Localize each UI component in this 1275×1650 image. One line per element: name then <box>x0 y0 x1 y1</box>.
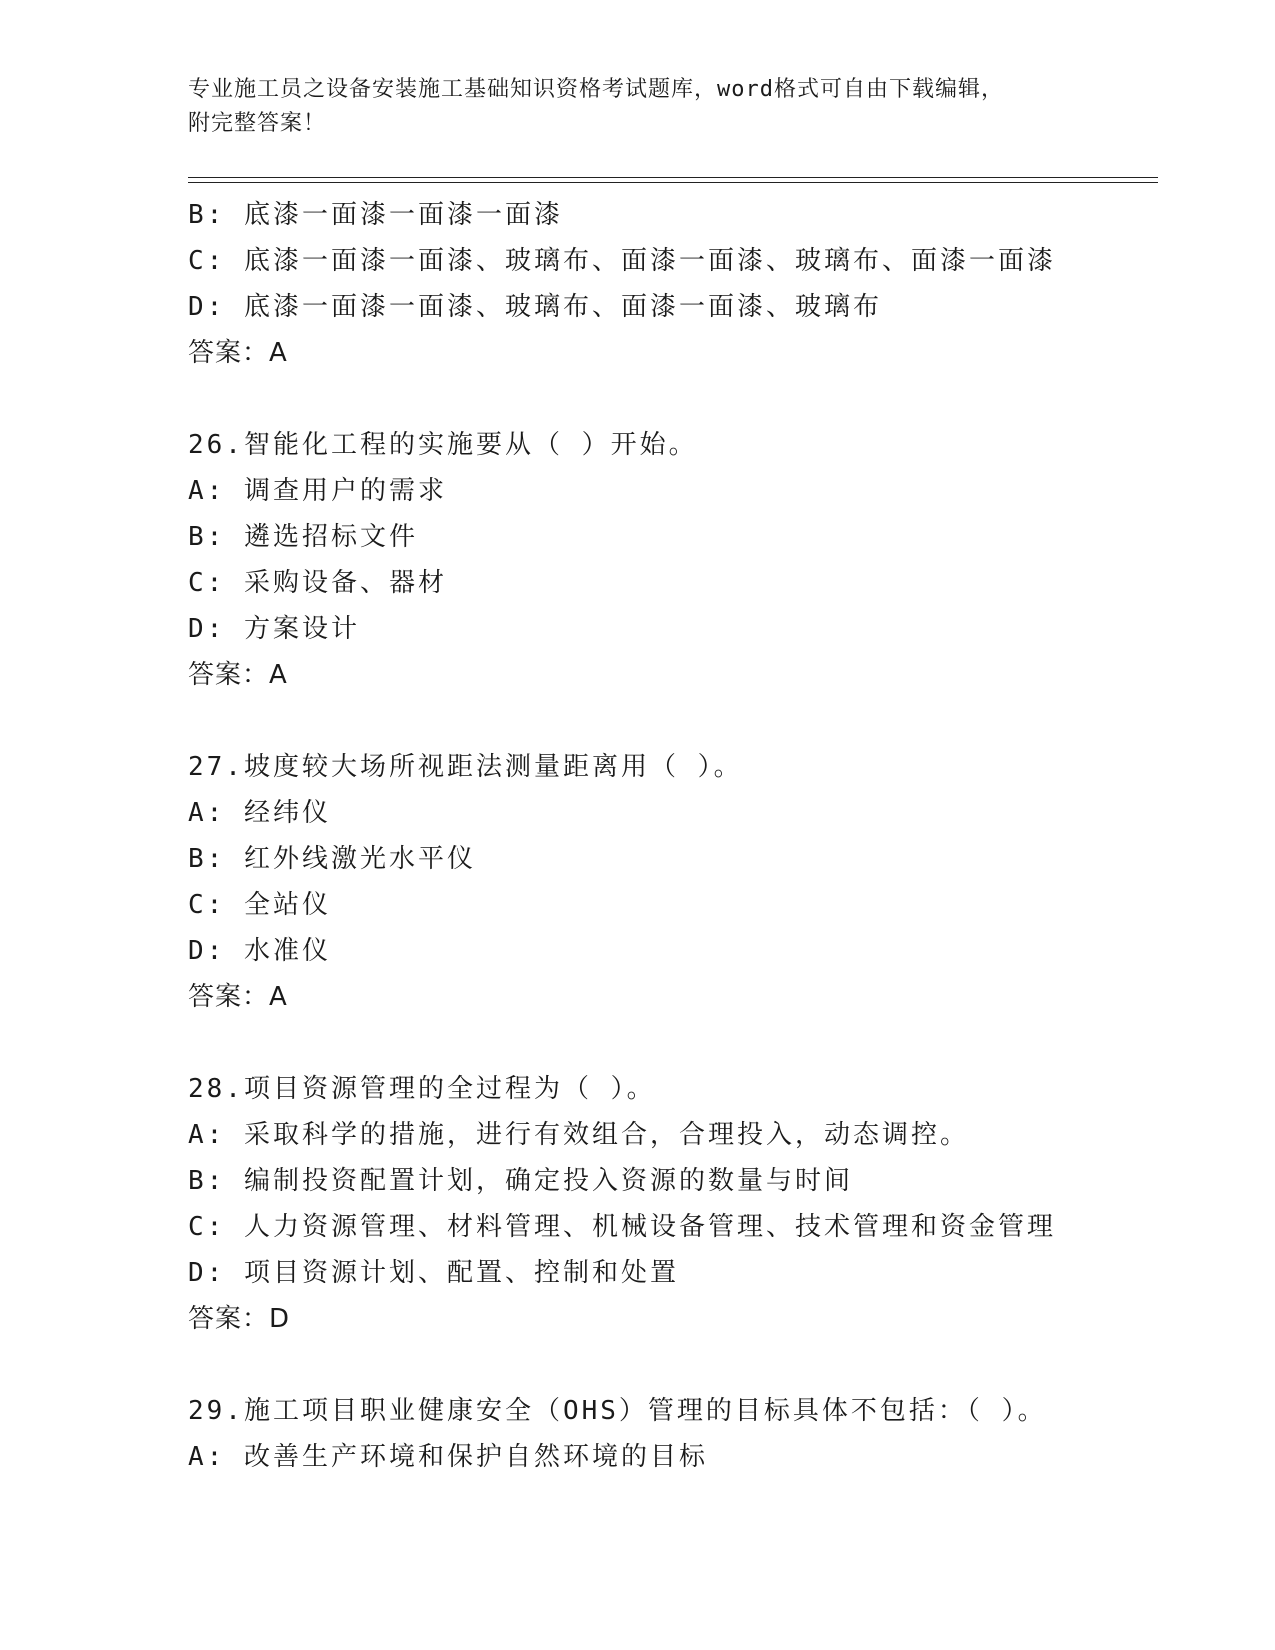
header-line-1: 专业施工员之设备安装施工基础知识资格考试题库，word格式可自由下载编辑， <box>188 77 1004 102</box>
question-26 <box>188 422 1168 698</box>
option-a: A: 采取科学的措施，进行有效组合，合理投入，动态调控。 <box>188 1120 969 1150</box>
option-d: D: 底漆一面漆一面漆、玻璃布、面漆一面漆、玻璃布 <box>188 292 882 322</box>
option-c: C: 全站仪 <box>188 890 331 920</box>
option-c: C: 底漆一面漆一面漆、玻璃布、面漆一面漆、玻璃布、面漆一面漆 <box>188 246 1056 276</box>
answer: 答案：D <box>188 1304 291 1334</box>
option-d: D: 项目资源计划、配置、控制和处置 <box>188 1258 679 1288</box>
answer: 答案：A <box>188 982 288 1012</box>
option-c: C: 采购设备、器材 <box>188 568 447 598</box>
question-28 <box>188 1066 1168 1342</box>
question-list <box>188 192 1168 1480</box>
option-d: D: 方案设计 <box>188 614 360 644</box>
option-a: A: 调查用户的需求 <box>188 476 447 506</box>
option-b: B: 底漆一面漆一面漆一面漆 <box>188 200 563 230</box>
answer: 答案：A <box>188 338 288 368</box>
question-27 <box>188 744 1168 1020</box>
header-line-2: 附完整答案！ <box>188 111 327 136</box>
option-c: C: 人力资源管理、材料管理、机械设备管理、技术管理和资金管理 <box>188 1212 1056 1242</box>
question-stem: 26.智能化工程的实施要从（ ）开始。 <box>188 430 698 460</box>
question-25-continued <box>188 192 1168 376</box>
option-a: A: 改善生产环境和保护自然环境的目标 <box>188 1442 708 1472</box>
question-stem: 27.坡度较大场所视距法测量距离用（ ）。 <box>188 752 743 782</box>
document-header <box>188 73 1088 141</box>
question-29 <box>188 1388 1168 1480</box>
option-b: B: 红外线激光水平仪 <box>188 844 476 874</box>
option-b: B: 遴选招标文件 <box>188 522 418 552</box>
answer: 答案：A <box>188 660 288 690</box>
question-stem: 28.项目资源管理的全过程为（ ）。 <box>188 1074 656 1104</box>
option-a: A: 经纬仪 <box>188 798 331 828</box>
header-divider-top <box>188 177 1158 178</box>
option-d: D: 水准仪 <box>188 936 331 966</box>
question-stem: 29.施工项目职业健康安全（OHS）管理的目标具体不包括：（ ）。 <box>188 1396 1047 1426</box>
header-divider-bottom <box>188 182 1158 183</box>
option-b: B: 编制投资配置计划，确定投入资源的数量与时间 <box>188 1166 853 1196</box>
